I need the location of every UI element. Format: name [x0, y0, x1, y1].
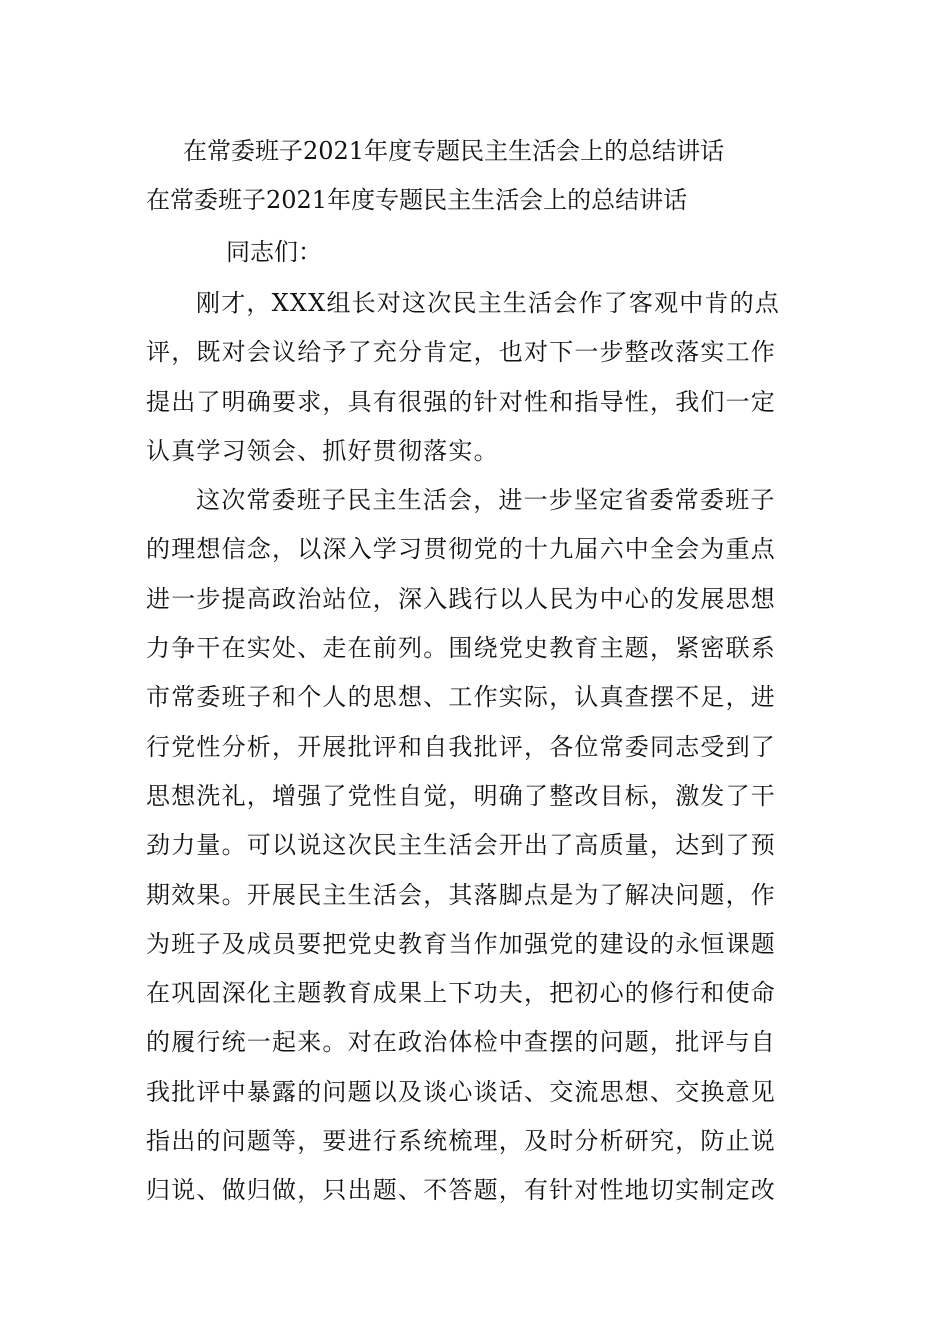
paragraph-2-line-5: 市常委班子和个人的思想、工作实际，认真查摆不足，进 [146, 683, 776, 712]
paragraph-1-line-2: 评，既对会议给予了充分肯定，也对下一步整改落实工作 [146, 338, 776, 367]
paragraph-1-line-3: 提出了明确要求，具有很强的针对性和指导性，我们一定 [146, 387, 776, 416]
document-title: 在常委班子2021年度专题民主生活会上的总结讲话 [183, 137, 725, 165]
paragraph-1-line-4: 认真学习领会、抓好贯彻落实。 [146, 436, 499, 465]
paragraph-2-line-2: 的理想信念，以深入学习贯彻党的十九届六中全会为重点 [146, 535, 776, 564]
paragraph-2-line-4: 力争干在实处、走在前列。围绕党史教育主题，紧密联系 [146, 634, 776, 663]
paragraph-2-line-15: 归说、做归做，只出题、不答题，有针对性地切实制定改 [146, 1176, 776, 1205]
paragraph-2-line-12: 的履行统一起来。对在政治体检中查摆的问题，批评与自 [146, 1028, 776, 1057]
paragraph-2-line-1: 这次常委班子民主生活会，进一步坚定省委常委班子 [196, 486, 776, 515]
paragraph-2-line-9: 期效果。开展民主生活会，其落脚点是为了解决问题，作 [146, 880, 776, 909]
paragraph-2-line-11: 在巩固深化主题教育成果上下功夫，把初心的修行和使命 [146, 979, 776, 1008]
paragraph-2-line-8: 劲力量。可以说这次民主生活会开出了高质量，达到了预 [146, 831, 776, 860]
paragraph-1-line-1: 刚才，XXX组长对这次民主生活会作了客观中肯的点 [196, 289, 781, 317]
document-title-repeat: 在常委班子2021年度专题民主生活会上的总结讲话 [146, 186, 688, 214]
paragraph-2-line-14: 指出的问题等，要进行系统梳理，及时分析研究，防止说 [146, 1127, 776, 1156]
document-body [146, 283, 808, 1220]
salutation: 同志们： [226, 238, 322, 266]
paragraph-2-line-13: 我批评中暴露的问题以及谈心谈话、交流思想、交换意见 [146, 1077, 776, 1106]
paragraph-2-line-6: 行党性分析，开展批评和自我批评，各位常委同志受到了 [146, 732, 776, 761]
paragraph-2-line-3: 进一步提高政治站位，深入践行以人民为中心的发展思想 [146, 584, 776, 613]
paragraph-2-line-7: 思想洗礼，增强了党性自觉，明确了整改目标，激发了干 [146, 781, 776, 810]
paragraph-2-line-10: 为班子及成员要把党史教育当作加强党的建设的永恒课题 [146, 929, 776, 958]
